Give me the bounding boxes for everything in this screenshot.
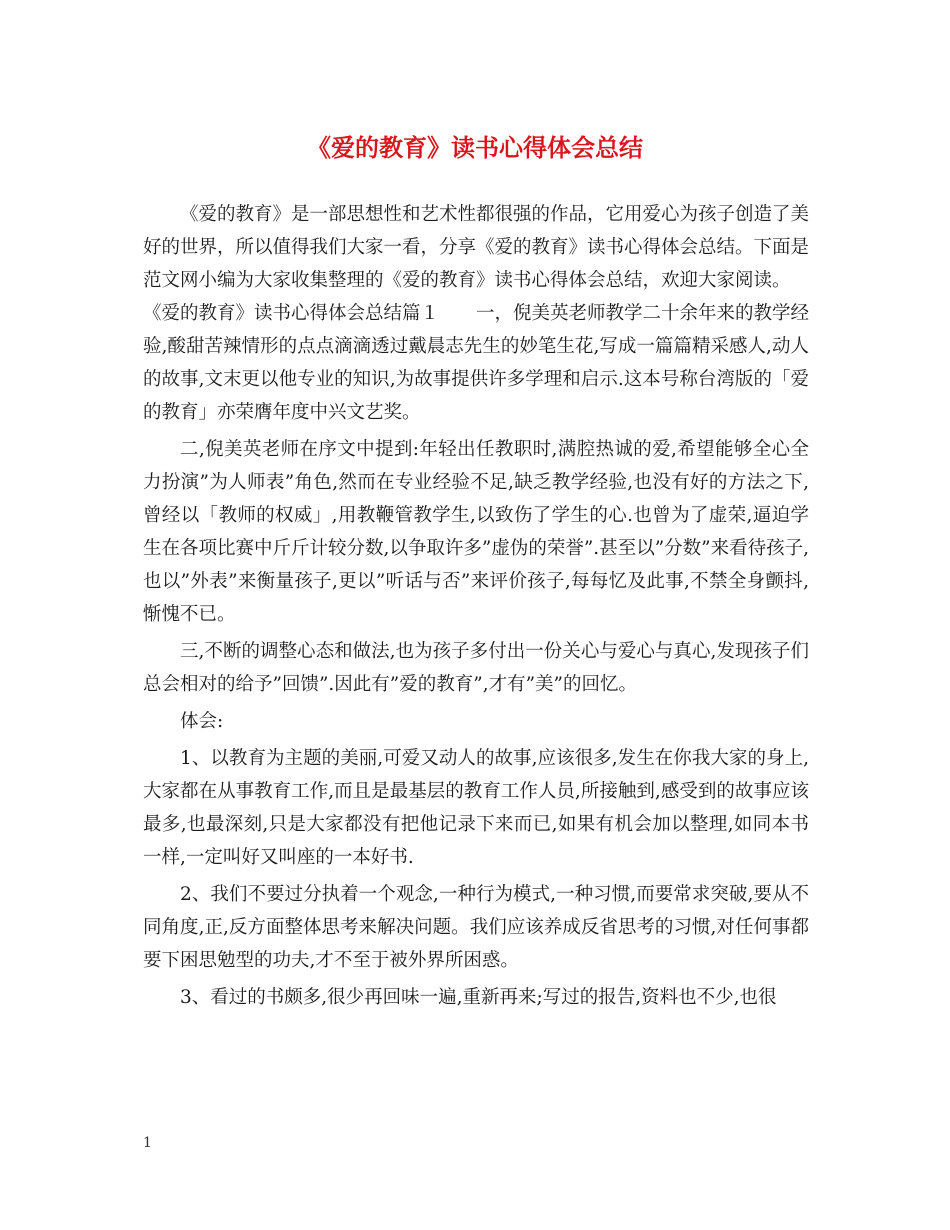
document-body	[143, 198, 809, 1014]
reflection-item-2: 2、我们不要过分执着一个观念,一种行为模式,一种习惯,而要常求突破,要从不同角度,正,反方面整体思考来解决问题。我们应该养成反省思考的习惯,对任何事都要下困思勉型的功夫,才不至于被外界所困惑。	[143, 884, 809, 971]
section-3-paragraph: 三,不断的调整心态和做法,也为孩子多付出一份关心与爱心与真心,发现孩子们总会相对的给予”回馈”.因此有”爱的教育”,才有”美”的回忆。	[143, 641, 809, 695]
reflection-heading: 体会:	[180, 711, 224, 732]
page-number: 1	[143, 1135, 152, 1151]
reflection-item-1: 1、以教育为主题的美丽,可爱又动人的故事,应该很多,发生在你我大家的身上,大家都在从事教育工作,而且是最基层的教育工作人员,所接触到,感受到的故事应该最多,也最深刻,只是大家都没有把他记录下来而已,如果有机会加以整理,如同本书一样,一定叫好又叫座的一本好书.	[143, 748, 809, 868]
reflection-item-3: 3、看过的书颇多,很少再回味一遍,重新再来;写过的报告,资料也不少,也很	[180, 987, 777, 1008]
section-2-paragraph: 二,倪美英老师在序文中提到:年轻出任教职时,满腔热诚的爱,希望能够全心全力扮演”为人师表”角色,然而在专业经验不足,缺乏教学经验,也没有好的方法之下,曾经以「教师的权威」,用教鞭管教学生,以致伤了学生的心.也曾为了虚荣,逼迫学生在各项比赛中斤斤计较分数,以争取许多”虚伪的荣誉”.甚至以”分数”来看待孩子,也以”外表”来衡量孩子,更以”听话与否”来评价孩子,每每忆及此事,不禁全身颤抖,惭愧不已。	[143, 439, 809, 625]
intro-paragraph: 《爱的教育》是一部思想性和艺术性都很强的作品，它用爱心为孩子创造了美好的世界，所以值得我们大家一看，分享《爱的教育》读书心得体会总结。下面是范文网小编为大家收集整理的《爱的教育》读书心得体会总结，欢迎大家阅读。	[143, 204, 810, 291]
document-title: 《爱的教育》读书心得体会总结	[307, 134, 643, 162]
section-1-paragraph: 《爱的教育》读书心得体会总结篇１ 一，倪美英老师教学二十余年来的教学经验,酸甜苦辣情形的点点滴滴透过戴晨志先生的妙笔生花,写成一篇篇精采感人,动人的故事,文末更以他专业的知识,为故事提供许多学理和启示.这本号称台湾版的「爱的教育」亦荣膺年度中兴文艺奖。	[143, 303, 810, 423]
